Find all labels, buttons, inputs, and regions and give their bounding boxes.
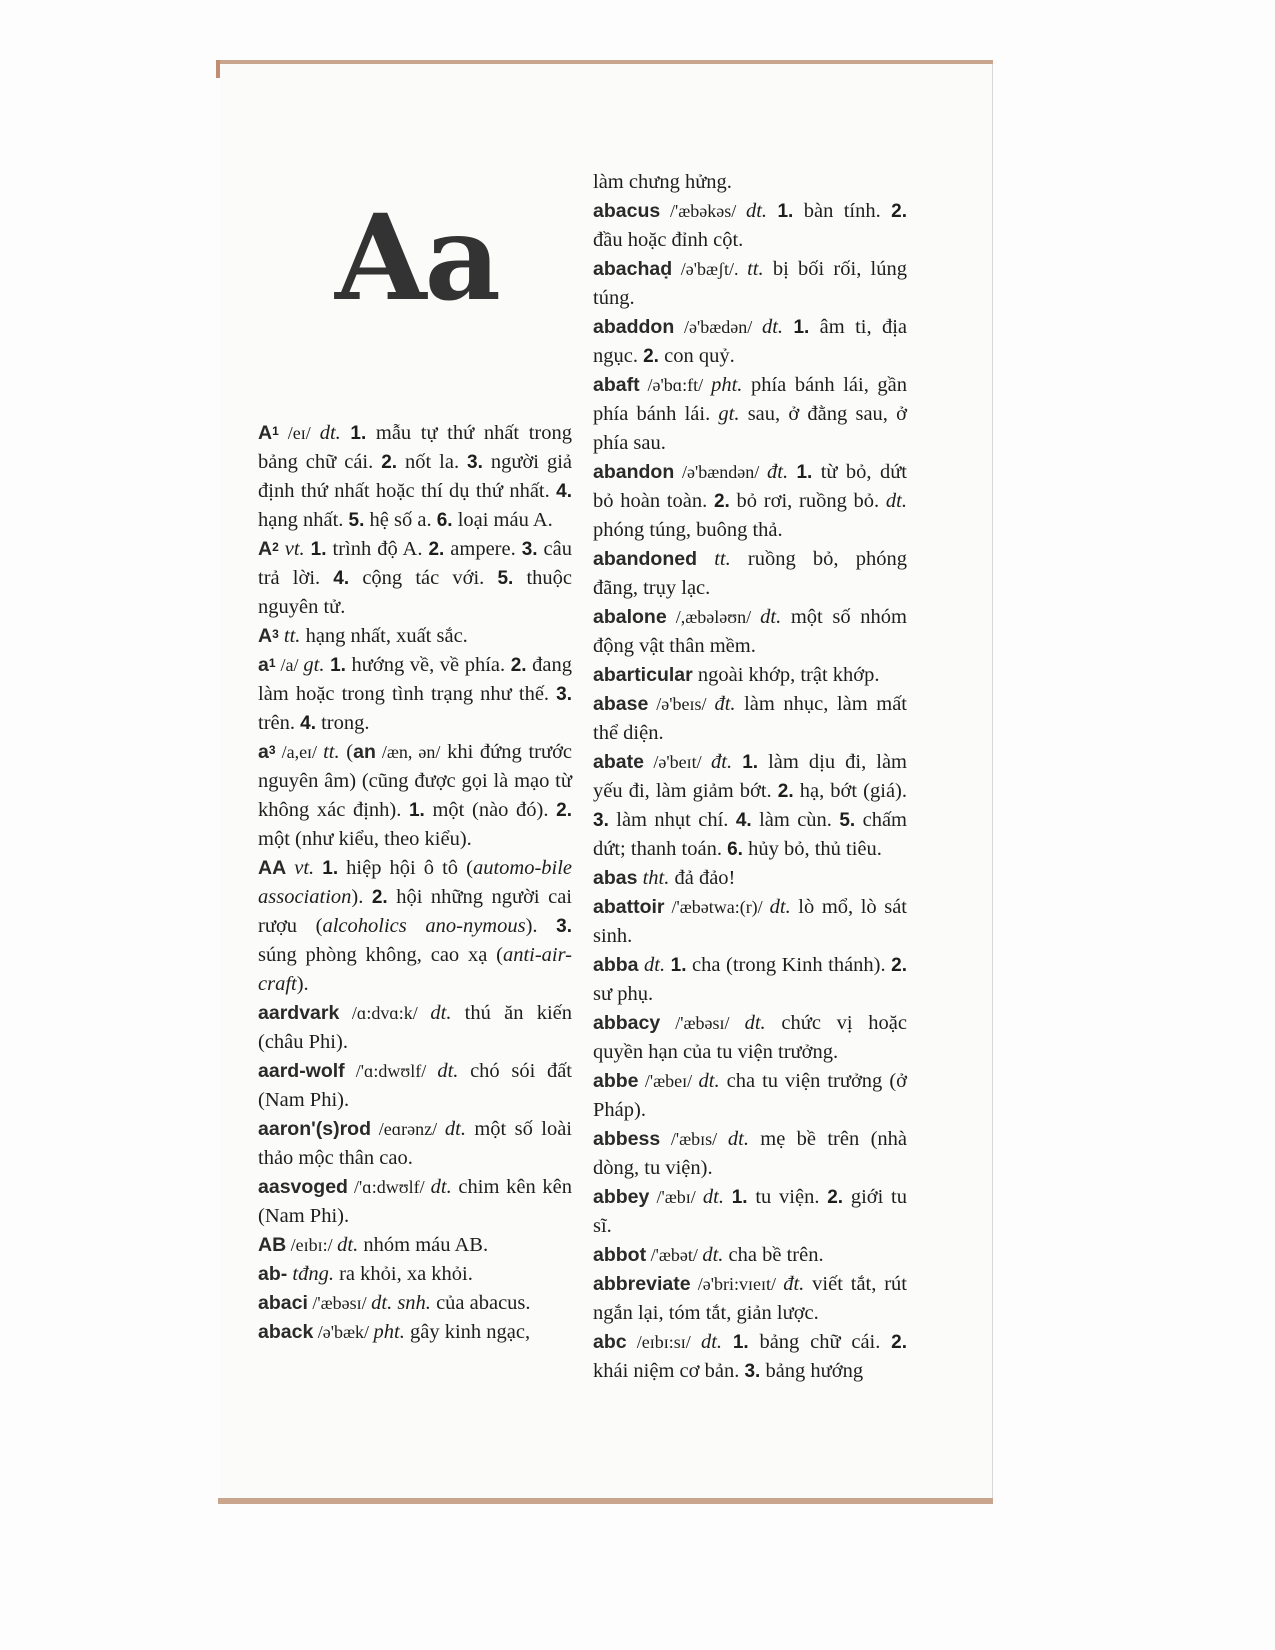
definition-text: thú ăn kiến (châu Phi). — [258, 1002, 572, 1053]
definition-text: con quỷ. — [658, 345, 735, 367]
dictionary-entry — [593, 197, 907, 255]
sense-number: 3. — [593, 810, 609, 831]
sense-number: 1. — [350, 423, 367, 444]
pronunciation: /'ɑ:dwʊlf/ — [347, 1177, 431, 1197]
definition-text: đầu hoặc đỉnh cột. — [593, 229, 744, 251]
definition-text: người giả định thứ nhất hoặc thí dụ thứ nhất. — [258, 451, 572, 502]
definition-text: tu viện. — [747, 1186, 828, 1208]
sense-number: 1. — [796, 462, 813, 483]
sense-number: 3. — [556, 916, 573, 937]
pronunciation: /a/ — [275, 655, 304, 675]
definition-text — [783, 316, 793, 338]
headword: abaci — [258, 1292, 308, 1314]
part-of-speech: automo-bile association — [258, 857, 573, 908]
part-of-speech: dt. — [744, 1012, 766, 1034]
headword: a — [258, 654, 269, 676]
definition-text: ngoài khớp, trật khớp. — [692, 664, 880, 686]
headword: A — [258, 422, 273, 444]
pronunciation: /'æbɪs/ — [660, 1129, 728, 1149]
sense-number: 5. — [348, 510, 365, 531]
sense-number: 3. — [556, 684, 572, 705]
part-of-speech: alcoholics ano-nymous — [322, 915, 526, 937]
headword: abbe — [593, 1070, 639, 1092]
dictionary-entry — [593, 893, 907, 951]
dictionary-entry — [593, 951, 907, 1009]
sense-number: 1. — [408, 800, 425, 821]
pronunciation: /ə'bæk/ — [313, 1322, 374, 1342]
dictionary-entry — [258, 651, 572, 738]
part-of-speech: dt. — [745, 200, 768, 222]
headword: aaron'(s)rod — [258, 1118, 371, 1140]
definition-text: một (như kiểu, theo kiểu). — [258, 828, 472, 850]
definition-text: hội những người cai rượu ( — [258, 886, 572, 937]
headword: abattoir — [593, 896, 665, 918]
part-of-speech: dt. — [885, 490, 907, 512]
pronunciation: /ə'beɪt/ — [643, 752, 712, 772]
sense-number: 2. — [510, 655, 527, 676]
part-of-speech: pht. — [711, 374, 743, 396]
part-of-speech: đt. — [714, 693, 736, 715]
headword: abalone — [593, 606, 667, 628]
headword: A — [258, 538, 273, 560]
definition-text: phía bánh lái, gần phía bánh lái. — [593, 374, 907, 425]
dictionary-entry — [258, 1173, 572, 1231]
sense-number: 1. — [670, 955, 687, 976]
definition-text: một (nào đó). — [424, 799, 557, 821]
definition-text — [732, 751, 742, 773]
dictionary-entry — [258, 1115, 572, 1173]
headword: abachaḍ — [593, 258, 673, 280]
definition-text: phóng túng, buông thả. — [593, 519, 783, 541]
definition-text: hủy bỏ, thủ tiêu. — [742, 838, 882, 860]
definition-text: thuộc nguyên tử. — [258, 567, 572, 618]
part-of-speech: tđng. — [292, 1263, 334, 1285]
definition-text: một số loài thảo mộc thân cao. — [258, 1118, 572, 1169]
sense-number: 3. — [467, 452, 483, 473]
definition-text: ). — [525, 915, 557, 937]
definition-text: trong. — [315, 712, 370, 734]
sense-number: 6. — [436, 510, 453, 531]
dictionary-entry — [593, 255, 907, 313]
definition-text: âm ti, địa ngục. — [593, 316, 908, 367]
part-of-speech: dt. — [702, 1186, 724, 1208]
definition-text: viết tắt, rút ngắn lại, tóm tắt, giản lược. — [593, 1273, 907, 1324]
dictionary-entry — [593, 1183, 907, 1241]
sense-number: 4. — [300, 713, 316, 734]
definition-text: hệ số a. — [364, 509, 437, 531]
sense-number: 6. — [727, 839, 743, 860]
definition-text: làm cùn. — [751, 809, 840, 831]
definition-text: gây kinh ngạc, — [404, 1321, 531, 1343]
headword: abbot — [593, 1244, 647, 1266]
definition-text: hạng nhất, xuất sắc. — [300, 625, 468, 647]
headword: aback — [258, 1321, 314, 1343]
part-of-speech: dt. — [727, 1128, 749, 1150]
pronunciation: /'æbəkəs/ — [660, 201, 746, 221]
definition-text: cha bề trên. — [723, 1244, 824, 1266]
headword: abacus — [593, 200, 661, 222]
definition-text: mẹ bề trên (nhà dòng, tu viện). — [593, 1128, 907, 1179]
dictionary-entry — [593, 1009, 907, 1067]
pronunciation: /æn, ən/ — [375, 742, 441, 762]
dictionary-entry — [258, 1057, 572, 1115]
pronunciation: /eɪ/ — [278, 423, 320, 443]
definition-text: câu trả lời. — [258, 538, 573, 589]
definition-text: lò mổ, lò sát sinh. — [593, 896, 908, 947]
definition-text: làm dịu đi, làm yếu đi, làm giảm bớt. — [593, 751, 908, 802]
pronunciation: /a,eɪ/ — [275, 742, 324, 762]
dictionary-entry — [593, 1067, 907, 1125]
pronunciation: /eɑrənz/ — [370, 1119, 445, 1139]
definition-text: một số nhóm động vật thân mềm. — [593, 606, 907, 657]
pronunciation: /ə'bædən/ — [674, 317, 762, 337]
definition-text: loại máu A. — [452, 509, 553, 531]
dictionary-entry — [593, 1125, 907, 1183]
homograph-number: 1 — [272, 424, 279, 438]
dictionary-entry — [593, 1270, 907, 1328]
sense-number: 2. — [777, 781, 794, 802]
definition-text: làm nhụt chí. — [608, 809, 736, 831]
sense-number: 2. — [891, 955, 908, 976]
headword: AA — [258, 857, 287, 879]
headword: abandon — [593, 461, 675, 483]
definition-text: ). — [351, 886, 372, 908]
definition-text: bỏ rơi, ruồng bỏ. — [729, 490, 886, 512]
headword: an — [353, 741, 376, 763]
definition-text: hướng về, về phía. — [345, 654, 511, 676]
part-of-speech: tt. — [323, 741, 340, 763]
definition-text: cộng tác với. — [349, 567, 498, 589]
dictionary-entry — [593, 168, 907, 197]
part-of-speech: đt. — [767, 461, 789, 483]
pronunciation: /'ɑ:dwʊlf/ — [344, 1061, 438, 1081]
sense-number: 1. — [777, 201, 794, 222]
definition-text — [697, 548, 714, 570]
dictionary-entry — [593, 603, 907, 661]
dictionary-entry — [258, 1318, 572, 1347]
definition-text: hạ, bớt (giá). — [793, 780, 907, 802]
pronunciation: /'æbeɪ/ — [638, 1071, 699, 1091]
sense-number: 2. — [891, 1332, 908, 1353]
definition-text: chim kên kên (Nam Phi). — [258, 1176, 572, 1227]
dictionary-entry — [258, 999, 572, 1057]
headword: abbacy — [593, 1012, 661, 1034]
sense-number: 1. — [742, 752, 759, 773]
definition-text: chức vị hoặc quyền hạn của tu viện trưởng. — [593, 1012, 907, 1063]
part-of-speech: anti-air-craft — [258, 944, 572, 995]
headword: abaft — [593, 374, 640, 396]
section-letter-heading: Aa — [335, 188, 500, 327]
dictionary-entry — [593, 313, 907, 371]
definition-text: ampere. — [444, 538, 522, 560]
part-of-speech: dt. snh. — [371, 1292, 431, 1314]
headword: abate — [593, 751, 644, 773]
part-of-speech: gt. — [718, 403, 740, 425]
definition-text: làm nhục, làm mất thể diện. — [593, 693, 908, 744]
part-of-speech: tt. — [283, 625, 301, 647]
definition-text: bàn tính. — [793, 200, 892, 222]
definition-text: làm chưng hửng. — [593, 171, 732, 193]
sense-number: 2. — [556, 800, 572, 821]
sense-number: 1. — [732, 1332, 749, 1353]
part-of-speech: dt. — [644, 954, 666, 976]
headword: abarticular — [593, 664, 693, 686]
part-of-speech: tht. — [642, 867, 670, 889]
part-of-speech: vt. — [294, 857, 315, 879]
dictionary-entry — [258, 622, 572, 651]
pronunciation: /ə'bæʃt/. — [672, 259, 748, 279]
headword: aardvark — [258, 1002, 340, 1024]
sense-number: 2. — [381, 452, 398, 473]
headword: abba — [593, 954, 639, 976]
part-of-speech: dt. — [430, 1002, 452, 1024]
pronunciation: /'æbət/ — [646, 1245, 703, 1265]
dictionary-entry — [593, 748, 907, 864]
definition-text: hiệp hội ô tô ( — [338, 857, 473, 879]
part-of-speech: dt. — [760, 606, 782, 628]
definition-text — [724, 1186, 732, 1208]
definition-text: sau, ở đằng sau, ở phía sau. — [593, 403, 907, 454]
part-of-speech: dt. — [337, 1234, 359, 1256]
dictionary-entry — [593, 371, 907, 458]
headword: abaddon — [593, 316, 675, 338]
pronunciation: /eɪbɪ:/ — [286, 1235, 338, 1255]
definition-text — [722, 1331, 733, 1353]
sense-number: 2. — [827, 1187, 844, 1208]
sense-number: 2. — [371, 887, 388, 908]
sense-number: 4. — [333, 568, 350, 589]
definition-text: trình độ A. — [326, 538, 429, 560]
dictionary-entry — [258, 1260, 572, 1289]
sense-number: 4. — [556, 481, 572, 502]
headword: abas — [593, 867, 638, 889]
part-of-speech: tt. — [714, 548, 731, 570]
sense-number: 2. — [643, 346, 659, 367]
headword: abbey — [593, 1186, 650, 1208]
definition-text: nốt la. — [397, 451, 468, 473]
sense-number: 1. — [793, 317, 810, 338]
headword: AB — [258, 1234, 287, 1256]
definition-text: cha (trong Kinh thánh). — [686, 954, 892, 976]
left-column — [258, 419, 572, 1347]
part-of-speech: dt. — [769, 896, 791, 918]
dictionary-entry — [258, 419, 572, 535]
definition-text: trên. — [258, 712, 301, 734]
dictionary-entry — [593, 661, 907, 690]
definition-text: hạng nhất. — [258, 509, 349, 531]
sense-number: 2. — [713, 491, 730, 512]
sense-number: 3. — [521, 539, 538, 560]
headword: abc — [593, 1331, 627, 1353]
sense-number: 2. — [891, 201, 907, 222]
definition-text: khái niệm cơ bản. — [593, 1360, 745, 1382]
headword: abbreviate — [593, 1273, 691, 1295]
definition-text: của abacus. — [430, 1292, 531, 1314]
pronunciation: /'æbəsɪ/ — [307, 1293, 372, 1313]
part-of-speech: dt. — [444, 1118, 466, 1140]
dictionary-entry — [593, 545, 907, 603]
headword: aasvoged — [258, 1176, 348, 1198]
definition-text: từ bỏ, dứt bỏ hoàn toàn. — [593, 461, 907, 512]
definition-text: bảng hướng — [760, 1360, 864, 1382]
headword: abbess — [593, 1128, 661, 1150]
definition-text: chó sói đất (Nam Phi). — [258, 1060, 572, 1111]
part-of-speech: tt. — [747, 258, 764, 280]
dictionary-entry — [258, 535, 572, 622]
dictionary-entry — [258, 1231, 572, 1260]
dictionary-entry — [593, 690, 907, 748]
pronunciation: /'æbətwa:(r)/ — [664, 897, 770, 917]
pronunciation: /ə'bri:vɪeɪt/ — [690, 1274, 784, 1294]
homograph-number: 1 — [268, 656, 276, 670]
definition-text: khi đứng trước nguyên âm) (cũng được gọi là mạo từ không xác định). — [258, 741, 573, 821]
part-of-speech: vt. — [284, 538, 305, 560]
pronunciation: /,æbələʊn/ — [666, 607, 761, 627]
pronunciation: /'æbəsɪ/ — [660, 1013, 745, 1033]
definition-text: đả đảo! — [669, 867, 736, 889]
headword: abase — [593, 693, 649, 715]
right-column — [593, 168, 907, 1386]
part-of-speech: đt. — [783, 1273, 805, 1295]
definition-text: giới tu sĩ. — [593, 1186, 907, 1237]
definition-text — [767, 200, 777, 222]
definition-text: bị bối rối, lúng túng. — [593, 258, 907, 309]
sense-number: 5. — [497, 568, 514, 589]
definition-text: cha tu viện trưởng (ở Pháp). — [593, 1070, 907, 1121]
sense-number: 1. — [310, 539, 327, 560]
sense-number: 5. — [839, 810, 856, 831]
part-of-speech: dt. — [437, 1060, 459, 1082]
part-of-speech: gt. — [303, 654, 325, 676]
part-of-speech: dt. — [702, 1244, 724, 1266]
dictionary-entry — [258, 1289, 572, 1318]
homograph-number: 3 — [272, 627, 279, 641]
pronunciation: /ɑ:dvɑ:k/ — [339, 1003, 431, 1023]
dictionary-entry — [593, 1328, 907, 1386]
dictionary-entry — [258, 854, 572, 999]
dictionary-entry — [593, 864, 907, 893]
part-of-speech: đt. — [711, 751, 733, 773]
page-edge-bottom — [218, 1498, 993, 1504]
headword: ab- — [258, 1263, 288, 1285]
definition-text: súng phòng không, cao xạ ( — [258, 944, 503, 966]
sense-number: 2. — [428, 539, 445, 560]
dictionary-entry — [258, 738, 572, 854]
definition-text: sư phụ. — [593, 983, 654, 1005]
pronunciation: /ə'bændən/ — [674, 462, 768, 482]
part-of-speech: dt. — [430, 1176, 452, 1198]
definition-text: đang làm hoặc trong tình trạng như thế. — [258, 654, 572, 705]
part-of-speech: dt. — [700, 1331, 723, 1353]
sense-number: 3. — [744, 1361, 761, 1382]
part-of-speech: pht. — [373, 1321, 405, 1343]
definition-text — [341, 422, 351, 444]
definition-text: mẫu tự thứ nhất trong bảng chữ cái. — [258, 422, 573, 473]
dictionary-entry — [593, 1241, 907, 1270]
homograph-number: 3 — [268, 743, 276, 757]
sense-number: 1. — [322, 858, 339, 879]
sense-number: 1. — [731, 1187, 748, 1208]
pronunciation: /ə'beɪs/ — [648, 694, 715, 714]
definition-text: ra khỏi, xa khỏi. — [333, 1263, 473, 1285]
headword: aard-wolf — [258, 1060, 345, 1082]
sense-number: 1. — [330, 655, 346, 676]
homograph-number: 2 — [272, 540, 279, 554]
pronunciation: /ə'bɑ:ft/ — [639, 375, 712, 395]
pronunciation: /eɪbɪ:sɪ/ — [626, 1332, 701, 1352]
definition-text: nhóm máu AB. — [358, 1234, 489, 1256]
part-of-speech: dt. — [319, 422, 341, 444]
definition-text: bảng chữ cái. — [748, 1331, 892, 1353]
pronunciation: /'æbɪ/ — [649, 1187, 703, 1207]
headword: abandoned — [593, 548, 698, 570]
dictionary-entry — [593, 458, 907, 545]
definition-text: chấm dứt; thanh toán. — [593, 809, 907, 860]
definition-text: ). — [296, 973, 309, 995]
part-of-speech: dt. — [761, 316, 784, 338]
headword: a — [258, 741, 269, 763]
headword: A — [258, 625, 273, 647]
definition-text: ( — [339, 741, 354, 763]
definition-text: ruồng bỏ, phóng đãng, trụy lạc. — [593, 548, 907, 599]
sense-number: 4. — [735, 810, 752, 831]
part-of-speech: dt. — [698, 1070, 720, 1092]
